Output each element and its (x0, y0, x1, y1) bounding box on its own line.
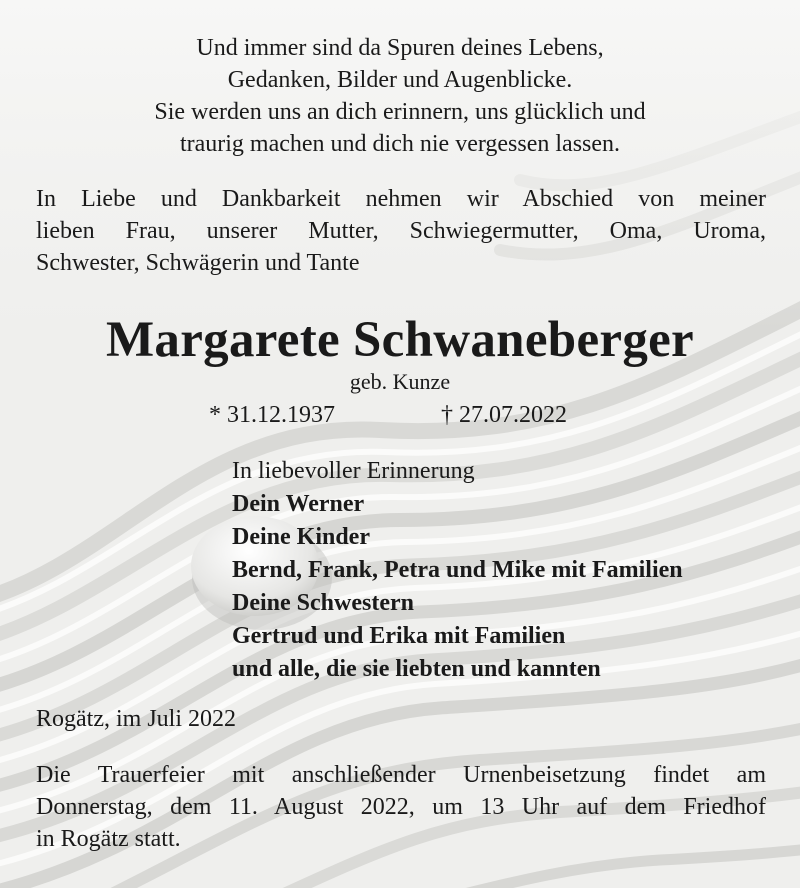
mourner-line: Gertrud und Erika mit Familien (232, 623, 566, 649)
poem-line: Sie werden uns an dich erinnern, uns glücklich und (154, 99, 646, 125)
death-date: † 27.07.2022 (441, 402, 567, 428)
funeral-details (36, 759, 766, 855)
poem-line: traurig machen und dich nie vergessen lassen. (179, 131, 621, 157)
mourners-intro: In liebevoller Erinnerung (232, 458, 475, 484)
farewell-intro (36, 183, 766, 279)
intro-line: lieben Frau, unserer Mutter, Schwiegermutter, Oma, Uroma, (36, 218, 766, 244)
intro-line: In Liebe und Dankbarkeit nehmen wir Abschied von meiner (36, 186, 766, 212)
birth-date: * 31.12.1937 (209, 402, 335, 428)
mourner-line: Dein Werner (232, 491, 365, 517)
funeral-line: Die Trauerfeier mit anschließender Urnenbeisetzung findet am (36, 762, 766, 788)
deceased-name: Margarete Schwaneberger (106, 312, 694, 368)
intro-line: Schwester, Schwägerin und Tante (36, 250, 360, 276)
mourner-line: Bernd, Frank, Petra und Mike mit Familien (232, 557, 683, 583)
mourners-list (232, 455, 683, 686)
place-and-date: Rogätz, im Juli 2022 (36, 706, 236, 732)
mourner-line: Deine Kinder (232, 524, 370, 550)
funeral-line: Donnerstag, dem 11. August 2022, um 13 Uhr auf dem Friedhof (36, 794, 766, 820)
memorial-poem (0, 32, 800, 160)
poem-line: Gedanken, Bilder und Augenblicke. (227, 67, 573, 93)
funeral-line: in Rogätz statt. (36, 826, 181, 852)
mourner-line: Deine Schwestern (232, 590, 414, 616)
poem-line: Und immer sind da Spuren deines Lebens, (196, 35, 604, 61)
birth-name: geb. Kunze (349, 369, 451, 394)
mourner-line: und alle, die sie liebten und kannten (232, 656, 601, 682)
